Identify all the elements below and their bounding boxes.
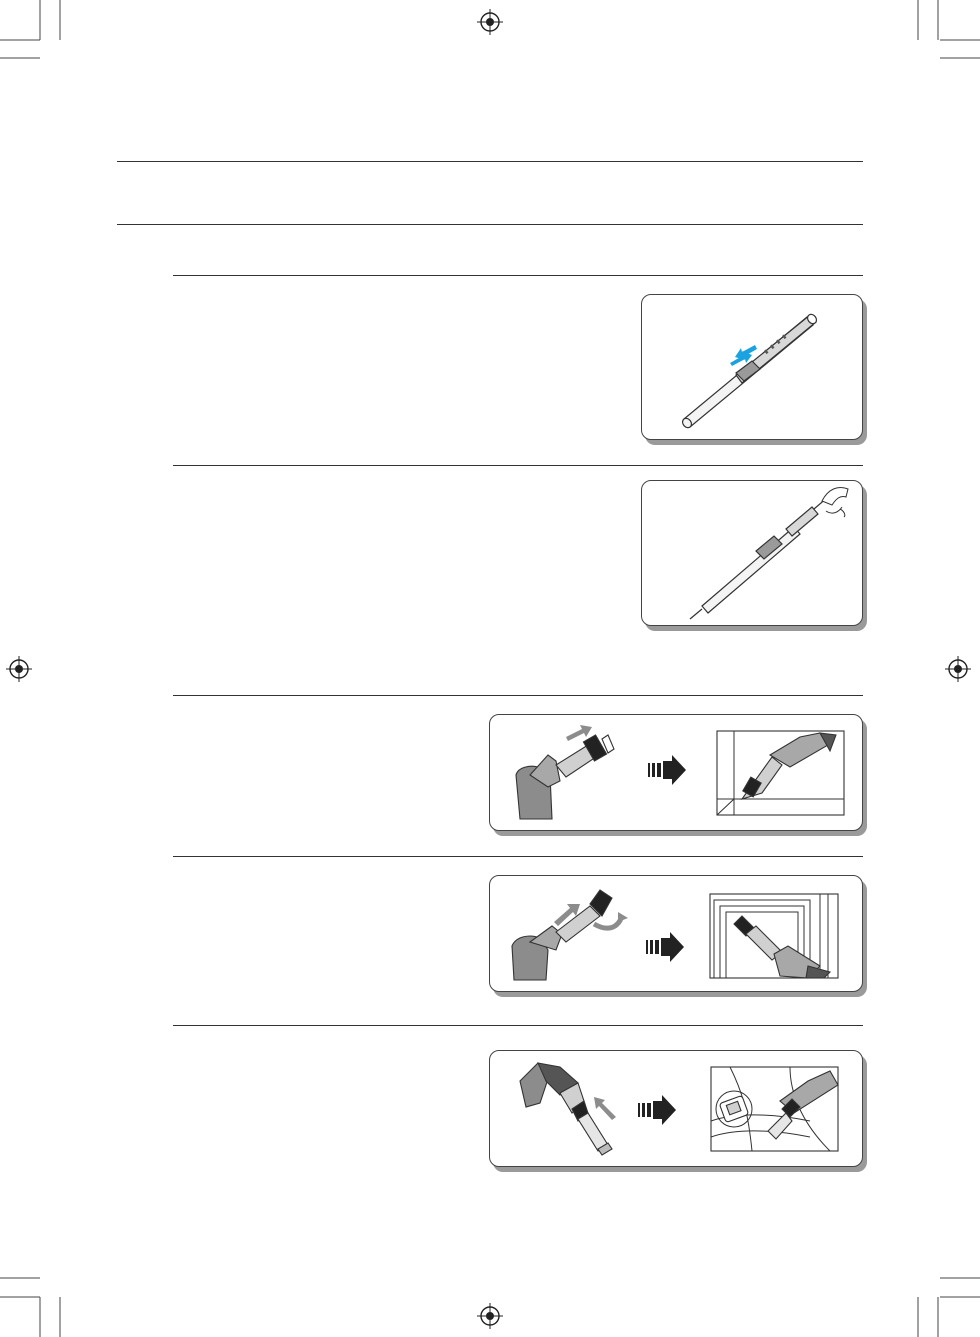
registration-mark-left-icon: [6, 656, 32, 682]
section-rule-dusting-brush: [173, 695, 863, 696]
registration-mark-top-icon: [477, 9, 503, 35]
step-arrow-icon: [646, 932, 684, 962]
illustration-pipe-adjust: [641, 294, 863, 440]
illustration-upholstery-tool: [489, 875, 863, 992]
registration-mark-bottom-icon: [477, 1303, 503, 1329]
header-rule-bottom: [117, 224, 863, 225]
section-rule-pipe-adjust: [173, 275, 863, 276]
step-arrow-icon: [638, 1095, 676, 1125]
section-rule-pipe-clean: [173, 465, 863, 466]
gray-push-arrow-icon: [566, 725, 592, 741]
hand-icon: [822, 488, 848, 518]
header-rule-top: [117, 161, 863, 162]
step-arrow-icon: [648, 755, 686, 785]
section-rule-upholstery-tool: [173, 856, 863, 857]
gray-push-arrow-icon: [594, 1097, 616, 1120]
section-rule-crevice-tool: [173, 1025, 863, 1026]
illustration-crevice-tool: [489, 1050, 863, 1167]
illustration-pipe-clean: [641, 480, 863, 626]
registration-mark-right-icon: [945, 656, 971, 682]
illustration-dusting-brush: [489, 714, 863, 831]
